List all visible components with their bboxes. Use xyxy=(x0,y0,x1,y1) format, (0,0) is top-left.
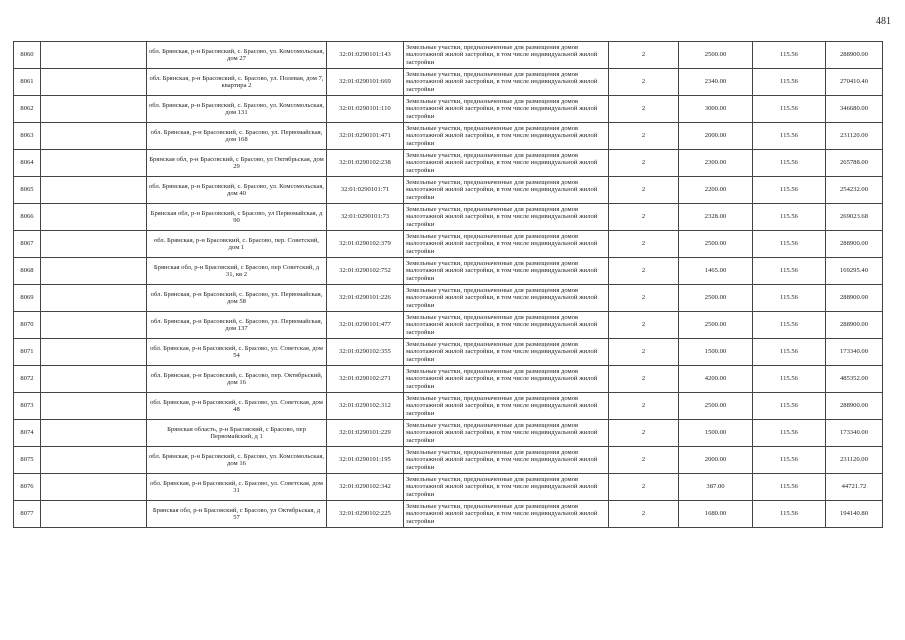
area-cell: 2000.00 xyxy=(679,447,753,474)
cost-cell: 173340.00 xyxy=(826,339,883,366)
address-cell: обл. Брянская, р-н Брасовский, с. Брасово, ул. Советская, дом 31 xyxy=(147,474,327,501)
address-cell: обл. Брянская, р-н Брасовский, с. Брасово, ул. Первомайская, дом 58 xyxy=(147,285,327,312)
address-cell: обл. Брянская, р-н Брасовский, с. Брасово, ул. Первомайская, дом 137 xyxy=(147,312,327,339)
blank-cell xyxy=(41,177,147,204)
blank-cell xyxy=(41,204,147,231)
cadastral-number-cell: 32:01:0290102:271 xyxy=(327,366,404,393)
category-cell: 2 xyxy=(609,69,679,96)
address-cell: обл. Брянская, р-н Брасовский, с. Брасово, ул. Первомайская, дом 168 xyxy=(147,123,327,150)
row-number: 8066 xyxy=(14,204,41,231)
row-number: 8074 xyxy=(14,420,41,447)
permitted-use-cell: Земельные участки, предназначенные для размещения домов малоэтажной жилой застройки, в том числе индивидуальной жилой застройки xyxy=(404,42,609,69)
row-number: 8069 xyxy=(14,285,41,312)
blank-cell xyxy=(41,150,147,177)
category-cell: 2 xyxy=(609,366,679,393)
blank-cell xyxy=(41,474,147,501)
rate-cell: 115.56 xyxy=(753,339,826,366)
address-cell: обл. Брянская, р-н Брасовский, с. Брасово, ул. Комсомольская, дом 27 xyxy=(147,42,327,69)
blank-cell xyxy=(41,312,147,339)
category-cell: 2 xyxy=(609,150,679,177)
address-cell: обл. Брянская, р-н Брасовский, с. Брасово, ул. Комсомольская, дом 131 xyxy=(147,96,327,123)
cadastral-number-cell: 32:01:0290101:143 xyxy=(327,42,404,69)
permitted-use-cell: Земельные участки, предназначенные для размещения домов малоэтажной жилой застройки, в том числе индивидуальной жилой застройки xyxy=(404,312,609,339)
row-number: 8072 xyxy=(14,366,41,393)
rate-cell: 115.56 xyxy=(753,150,826,177)
area-cell: 2328.00 xyxy=(679,204,753,231)
permitted-use-cell: Земельные участки, предназначенные для размещения домов малоэтажной жилой застройки, в том числе индивидуальной жилой застройки xyxy=(404,285,609,312)
address-cell: обл. Брянская, р-н Брасовский, с. Брасово, ул. Советская, дом 54 xyxy=(147,339,327,366)
area-cell: 2500.00 xyxy=(679,42,753,69)
rate-cell: 115.56 xyxy=(753,258,826,285)
cost-cell: 265788.00 xyxy=(826,150,883,177)
address-cell: Брянская обл, р-н Брасовский, с Брасово, ул Первомайская, д 90 xyxy=(147,204,327,231)
table-row xyxy=(14,501,883,528)
category-cell: 2 xyxy=(609,285,679,312)
table-row xyxy=(14,123,883,150)
cadastral-number-cell: 32:01:0290101:73 xyxy=(327,204,404,231)
permitted-use-cell: Земельные участки, предназначенные для размещения домов малоэтажной жилой застройки, в том числе индивидуальной жилой застройки xyxy=(404,96,609,123)
table-row xyxy=(14,393,883,420)
rate-cell: 115.56 xyxy=(753,231,826,258)
page-number: 481 xyxy=(876,16,891,27)
cost-cell: 270410.40 xyxy=(826,69,883,96)
table-row xyxy=(14,96,883,123)
category-cell: 2 xyxy=(609,204,679,231)
table-row xyxy=(14,474,883,501)
cost-cell: 288900.00 xyxy=(826,312,883,339)
category-cell: 2 xyxy=(609,339,679,366)
rate-cell: 115.56 xyxy=(753,447,826,474)
row-number: 8060 xyxy=(14,42,41,69)
category-cell: 2 xyxy=(609,501,679,528)
area-cell: 2000.00 xyxy=(679,123,753,150)
row-number: 8064 xyxy=(14,150,41,177)
area-cell: 1500.00 xyxy=(679,339,753,366)
cadastral-number-cell: 32:01:0290102:342 xyxy=(327,474,404,501)
area-cell: 2500.00 xyxy=(679,393,753,420)
table-row xyxy=(14,204,883,231)
category-cell: 2 xyxy=(609,42,679,69)
table-row xyxy=(14,231,883,258)
permitted-use-cell: Земельные участки, предназначенные для размещения домов малоэтажной жилой застройки, в том числе индивидуальной жилой застройки xyxy=(404,474,609,501)
area-cell: 2200.00 xyxy=(679,177,753,204)
address-cell: Брянская обл, р-н Брасовский, с Брасово, пер Советский, д 31, кв 2 xyxy=(147,258,327,285)
rate-cell: 115.56 xyxy=(753,420,826,447)
permitted-use-cell: Земельные участки, предназначенные для размещения домов малоэтажной жилой застройки, в том числе индивидуальной жилой застройки xyxy=(404,69,609,96)
row-number: 8063 xyxy=(14,123,41,150)
row-number: 8077 xyxy=(14,501,41,528)
cost-cell: 231120.00 xyxy=(826,123,883,150)
table-row xyxy=(14,420,883,447)
cadastral-number-cell: 32:01:0290101:226 xyxy=(327,285,404,312)
category-cell: 2 xyxy=(609,447,679,474)
permitted-use-cell: Земельные участки, предназначенные для размещения домов малоэтажной жилой застройки, в том числе индивидуальной жилой застройки xyxy=(404,393,609,420)
address-cell: Брянская обл, р-н Брасовский, с Брасово, ул Октябрьская, д 57 xyxy=(147,501,327,528)
area-cell: 1465.00 xyxy=(679,258,753,285)
permitted-use-cell: Земельные участки, предназначенные для размещения домов малоэтажной жилой застройки, в том числе индивидуальной жилой застройки xyxy=(404,150,609,177)
area-cell: 387.00 xyxy=(679,474,753,501)
row-number: 8061 xyxy=(14,69,41,96)
cost-cell: 288900.00 xyxy=(826,393,883,420)
row-number: 8076 xyxy=(14,474,41,501)
row-number: 8068 xyxy=(14,258,41,285)
address-cell: обл. Брянская, р-н Брасовский, с. Брасово, ул. Советская, дом 48 xyxy=(147,393,327,420)
cost-cell: 346680.00 xyxy=(826,96,883,123)
cost-cell: 194140.80 xyxy=(826,501,883,528)
blank-cell xyxy=(41,69,147,96)
area-cell: 4200.00 xyxy=(679,366,753,393)
blank-cell xyxy=(41,366,147,393)
area-cell: 1500.00 xyxy=(679,420,753,447)
cadastral-number-cell: 32:01:0290101:471 xyxy=(327,123,404,150)
cadastral-number-cell: 32:01:0290102:312 xyxy=(327,393,404,420)
blank-cell xyxy=(41,420,147,447)
row-number: 8071 xyxy=(14,339,41,366)
rate-cell: 115.56 xyxy=(753,501,826,528)
rate-cell: 115.56 xyxy=(753,42,826,69)
cost-cell: 288900.00 xyxy=(826,231,883,258)
category-cell: 2 xyxy=(609,474,679,501)
permitted-use-cell: Земельные участки, предназначенные для размещения домов малоэтажной жилой застройки, в том числе индивидуальной жилой застройки xyxy=(404,204,609,231)
area-cell: 2500.00 xyxy=(679,285,753,312)
permitted-use-cell: Земельные участки, предназначенные для размещения домов малоэтажной жилой застройки, в том числе индивидуальной жилой застройки xyxy=(404,366,609,393)
cadastral-number-cell: 32:01:0290102:355 xyxy=(327,339,404,366)
category-cell: 2 xyxy=(609,258,679,285)
cost-cell: 254232.00 xyxy=(826,177,883,204)
category-cell: 2 xyxy=(609,393,679,420)
address-cell: Брянская область, р-н Брасовский, с Брасово, пер Первомайский, д 1 xyxy=(147,420,327,447)
address-cell: обл. Брянская, р-н Брасовский, с. Брасово, ул. Комсомольская, дом 40 xyxy=(147,177,327,204)
cadastral-number-cell: 32:01:0290102:379 xyxy=(327,231,404,258)
area-cell: 3000.00 xyxy=(679,96,753,123)
blank-cell xyxy=(41,96,147,123)
cadastral-number-cell: 32:01:0290101:229 xyxy=(327,420,404,447)
category-cell: 2 xyxy=(609,177,679,204)
rate-cell: 115.56 xyxy=(753,393,826,420)
category-cell: 2 xyxy=(609,312,679,339)
table-row xyxy=(14,447,883,474)
address-cell: Брянская обл, р-н Брасовский, с Брасово, ул Октябрьская, дом 29 xyxy=(147,150,327,177)
row-number: 8065 xyxy=(14,177,41,204)
permitted-use-cell: Земельные участки, предназначенные для размещения домов малоэтажной жилой застройки, в том числе индивидуальной жилой застройки xyxy=(404,258,609,285)
blank-cell xyxy=(41,285,147,312)
cadastral-number-cell: 32:01:0290101:477 xyxy=(327,312,404,339)
cost-cell: 231120.00 xyxy=(826,447,883,474)
category-cell: 2 xyxy=(609,96,679,123)
table-row xyxy=(14,177,883,204)
rate-cell: 115.56 xyxy=(753,366,826,393)
cost-cell: 485352.00 xyxy=(826,366,883,393)
area-cell: 2340.00 xyxy=(679,69,753,96)
cost-cell: 173340.00 xyxy=(826,420,883,447)
rate-cell: 115.56 xyxy=(753,474,826,501)
table-row xyxy=(14,69,883,96)
blank-cell xyxy=(41,258,147,285)
rate-cell: 115.56 xyxy=(753,285,826,312)
category-cell: 2 xyxy=(609,420,679,447)
cost-cell: 288900.00 xyxy=(826,42,883,69)
permitted-use-cell: Земельные участки, предназначенные для размещения домов малоэтажной жилой застройки, в том числе индивидуальной жилой застройки xyxy=(404,177,609,204)
rate-cell: 115.56 xyxy=(753,177,826,204)
cadastral-number-cell: 32:01:0290101:71 xyxy=(327,177,404,204)
area-cell: 2500.00 xyxy=(679,231,753,258)
blank-cell xyxy=(41,231,147,258)
blank-cell xyxy=(41,501,147,528)
cost-cell: 169295.40 xyxy=(826,258,883,285)
address-cell: обл. Брянская, р-н Брасовский, с. Брасово, пер. Октябрьский, дом 16 xyxy=(147,366,327,393)
row-number: 8073 xyxy=(14,393,41,420)
rate-cell: 115.56 xyxy=(753,312,826,339)
cadastral-number-cell: 32:01:0290102:752 xyxy=(327,258,404,285)
table-body xyxy=(14,42,883,528)
permitted-use-cell: Земельные участки, предназначенные для размещения домов малоэтажной жилой застройки, в том числе индивидуальной жилой застройки xyxy=(404,447,609,474)
blank-cell xyxy=(41,339,147,366)
area-cell: 2300.00 xyxy=(679,150,753,177)
cadastral-number-cell: 32:01:0290101:110 xyxy=(327,96,404,123)
blank-cell xyxy=(41,123,147,150)
cost-cell: 288900.00 xyxy=(826,285,883,312)
table-row xyxy=(14,285,883,312)
cadastral-number-cell: 32:01:0290102:225 xyxy=(327,501,404,528)
permitted-use-cell: Земельные участки, предназначенные для размещения домов малоэтажной жилой застройки, в том числе индивидуальной жилой застройки xyxy=(404,123,609,150)
table-row xyxy=(14,366,883,393)
row-number: 8075 xyxy=(14,447,41,474)
area-cell: 1680.00 xyxy=(679,501,753,528)
blank-cell xyxy=(41,42,147,69)
table-row xyxy=(14,42,883,69)
rate-cell: 115.56 xyxy=(753,96,826,123)
cadastral-number-cell: 32:01:0290101:669 xyxy=(327,69,404,96)
table-row xyxy=(14,150,883,177)
category-cell: 2 xyxy=(609,123,679,150)
rate-cell: 115.56 xyxy=(753,69,826,96)
blank-cell xyxy=(41,393,147,420)
address-cell: обл. Брянская, р-н Брасовский, с. Брасово, ул. Полевая, дом 7, квартира 2 xyxy=(147,69,327,96)
area-cell: 2500.00 xyxy=(679,312,753,339)
row-number: 8070 xyxy=(14,312,41,339)
cadastral-number-cell: 32:01:0290101:195 xyxy=(327,447,404,474)
blank-cell xyxy=(41,447,147,474)
cost-cell: 269023.68 xyxy=(826,204,883,231)
permitted-use-cell: Земельные участки, предназначенные для размещения домов малоэтажной жилой застройки, в том числе индивидуальной жилой застройки xyxy=(404,339,609,366)
cadastral-number-cell: 32:01:0290102:238 xyxy=(327,150,404,177)
table-row xyxy=(14,258,883,285)
rate-cell: 115.56 xyxy=(753,204,826,231)
permitted-use-cell: Земельные участки, предназначенные для размещения домов малоэтажной жилой застройки, в том числе индивидуальной жилой застройки xyxy=(404,501,609,528)
land-plots-table xyxy=(13,41,883,528)
row-number: 8067 xyxy=(14,231,41,258)
permitted-use-cell: Земельные участки, предназначенные для размещения домов малоэтажной жилой застройки, в том числе индивидуальной жилой застройки xyxy=(404,231,609,258)
permitted-use-cell: Земельные участки, предназначенные для размещения домов малоэтажной жилой застройки, в том числе индивидуальной жилой застройки xyxy=(404,420,609,447)
cost-cell: 44721.72 xyxy=(826,474,883,501)
address-cell: обл. Брянская, р-н Брасовский, с. Брасово, ул. Комсомольская, дом 16 xyxy=(147,447,327,474)
address-cell: обл. Брянская, р-н Брасовский, с. Брасово, пер. Советский, дом 1 xyxy=(147,231,327,258)
table-row xyxy=(14,312,883,339)
category-cell: 2 xyxy=(609,231,679,258)
table-row xyxy=(14,339,883,366)
row-number: 8062 xyxy=(14,96,41,123)
rate-cell: 115.56 xyxy=(753,123,826,150)
